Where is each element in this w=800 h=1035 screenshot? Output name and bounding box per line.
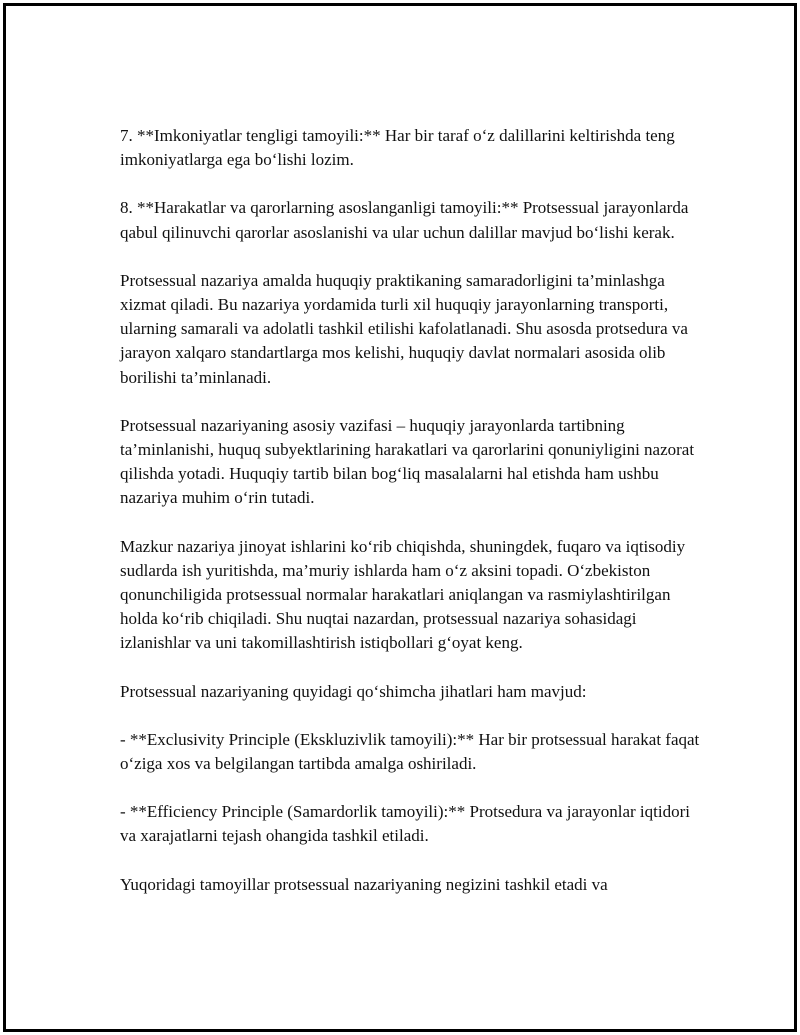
paragraph-practical-efficiency: Protsessual nazariya amalda huquqiy praktikaning samaradorligini ta’minlashga xizmat qiladi. Bu nazariya yordamida turli xil huquqiy jarayonlarning transporti, ularning samarali va adolatli tashkil etilishi kafolatlanadi. Shu asosda protsedura va jarayon xalqaro standartlarga mos kelishi, huquqiy davlat normalari asosida olib borilishi ta’minlanadi. bbox=[120, 270, 688, 387]
paragraph-equal-opportunity-principle: 7. **Imkoniyatlar tengligi tamoyili:** Har bir taraf o‘z dalillarini keltirishda teng imkoniyatlarga ega bo‘lishi lozim. bbox=[120, 126, 675, 170]
paragraph-additional-aspects-intro: Protsessual nazariyaning quyidagi qo‘shimcha jihatlari ham mavjud: bbox=[120, 681, 587, 701]
paragraph-conclusion-start: Yuqoridagi tamoyillar protsessual nazariyaning negizini tashkil etadi va bbox=[120, 874, 608, 894]
paragraph-exclusivity-principle: - **Exclusivity Principle (Ekskluzivlik tamoyili):** Har bir protsessual harakat faqat o‘ziga xos va belgilangan tartibda amalga oshiriladi. bbox=[120, 729, 700, 774]
document-page bbox=[3, 3, 797, 1032]
paragraph-application-areas: Mazkur nazariya jinoyat ishlarini ko‘rib chiqishda, shuningdek, fuqaro va iqtisodiy sudlarda ish yuritishda, ma’muriy ishlarda ham o‘z aksini topadi. O‘zbekiston qonunchiligida protsessual normalar harakatlari aniqlangan va rasmiylashtirilgan holda ko‘rib chiqiladi. Shu nuqtai nazardan, protsessual nazariya sohasidagi izlanishlar va uni takomillashtirish istiqbollari g‘oyat keng. bbox=[120, 536, 686, 653]
paragraph-main-task: Protsessual nazariyaning asosiy vazifasi – huquqiy jarayonlarda tartibning ta’minlanishi, huquq subyektlarining harakatlari va qarorlarini qonuniyligini nazorat qilishda yotadi. Huquqiy tartib bilan bog‘liq masalalarni hal etishda ham ushbu nazariya muhim o‘rin tutadi. bbox=[120, 415, 695, 508]
paragraph-justified-decisions-principle: 8. **Harakatlar va qarorlarning asoslanganligi tamoyili:** Protsessual jarayonlarda qabul qilinuvchi qarorlar asoslanishi va ular uchun dalillar mavjud bo‘lishi kerak. bbox=[120, 198, 689, 242]
paragraph-efficiency-principle: - **Efficiency Principle (Samardorlik tamoyili):** Protsedura va jarayonlar iqtidori va xarajatlarni tejash ohangida tashkil etiladi. bbox=[120, 802, 690, 846]
document-body bbox=[120, 124, 700, 921]
